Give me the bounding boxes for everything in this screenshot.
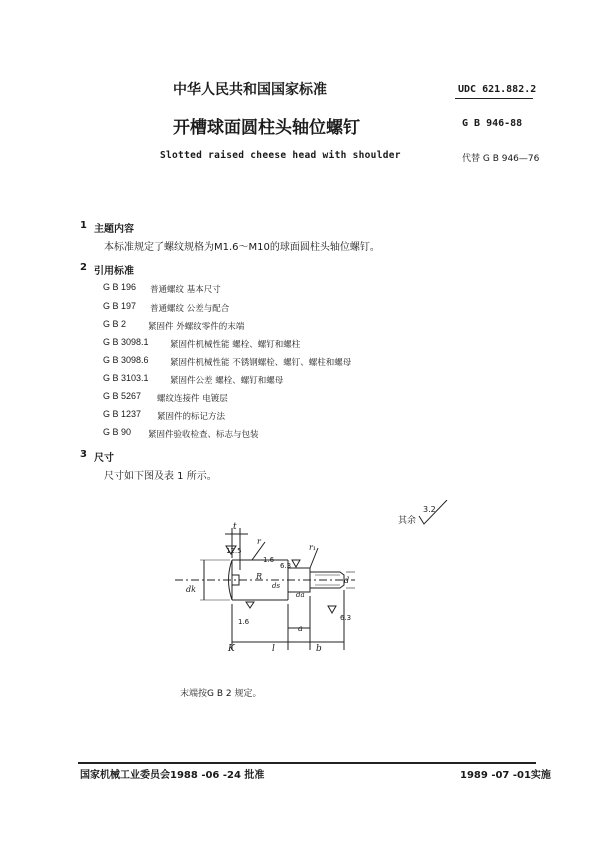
label-ds: ds	[272, 582, 281, 590]
section-3-num: 3	[80, 449, 87, 460]
reference-title: 紧固件 外螺纹零件的末端	[148, 322, 245, 332]
section-3-title: 尺寸	[94, 453, 114, 464]
label-r: r	[257, 537, 261, 546]
reference-code: G B 1237	[103, 409, 142, 419]
standard-code: G B 946-88	[462, 118, 523, 129]
reference-title: 紧固件机械性能 螺栓、螺钉和螺柱	[170, 340, 301, 350]
approval-note: 国家机械工业委员会1988 -06 -24 批准	[80, 770, 265, 781]
reference-title: 紧固件的标记方法	[157, 412, 226, 422]
label-R: R	[256, 572, 263, 581]
label-K: K	[228, 644, 235, 654]
section-2-title: 引用标准	[94, 266, 134, 277]
document-title: 开槽球面圆柱头轴位螺钉	[173, 118, 360, 138]
label-dk: dk	[186, 585, 196, 594]
section-3-body: 尺寸如下图及表 1 所示。	[104, 471, 217, 482]
section-1-num: 1	[80, 220, 87, 231]
reference-code: G B 3103.1	[103, 373, 149, 383]
section-2-num: 2	[80, 262, 87, 273]
label-l: l	[272, 644, 275, 654]
roughness-prefix: 其余	[398, 516, 417, 526]
reference-title: 普通螺纹 基本尺寸	[150, 285, 221, 295]
reference-code: G B 3098.6	[103, 355, 149, 365]
section-1-body: 本标准规定了螺纹规格为M1.6～M10的球面圆柱头轴位螺钉。	[104, 242, 380, 253]
english-title: Slotted raised cheese head with shoulder	[160, 150, 401, 161]
reference-title: 普通螺纹 公差与配合	[150, 304, 230, 314]
reference-title: 螺纹连接件 电镀层	[157, 394, 228, 404]
label-rough-1-6b: 1.6	[238, 618, 250, 626]
reference-code: G B 196	[103, 282, 137, 292]
issuing-org: 中华人民共和国国家标准	[173, 82, 327, 98]
roughness-symbol-icon	[417, 500, 457, 528]
implementation-date: 1989 -07 -01实施	[460, 770, 551, 781]
footer-rule	[78, 762, 536, 764]
udc-underline	[455, 98, 533, 99]
udc-code: UDC 621.882.2	[458, 84, 537, 95]
label-rough-6-3a: 6.3	[280, 562, 292, 570]
replaces-note: 代替 G B 946—76	[462, 154, 540, 164]
label-d: d	[344, 576, 350, 585]
section-1-title: 主题内容	[94, 224, 134, 235]
label-a: a	[298, 624, 303, 633]
reference-code: G B 5267	[103, 391, 142, 401]
label-b: b	[316, 644, 322, 654]
end-note: 末端按G B 2 规定。	[180, 689, 262, 699]
reference-title: 紧固件公差 螺栓、螺钉和螺母	[170, 376, 284, 386]
reference-code: G B 90	[103, 427, 132, 437]
label-rough-1-6a: 1.6	[263, 556, 275, 564]
reference-title: 紧固件验收检查、标志与包装	[148, 430, 259, 440]
label-rough-12-5: 12.5	[226, 547, 242, 555]
reference-code: G B 197	[103, 301, 137, 311]
reference-code: G B 2	[103, 319, 127, 329]
roughness-value: 3.2	[423, 505, 436, 514]
label-r1: r₁	[309, 543, 317, 552]
reference-code: G B 3098.1	[103, 337, 149, 347]
reference-title: 紧固件机械性能 不锈钢螺栓、螺钉、螺柱和螺母	[170, 358, 352, 368]
screw-drawing	[170, 520, 355, 655]
label-rough-6-3b: 6.3	[340, 614, 352, 622]
label-da: da	[296, 591, 305, 599]
label-t: t	[233, 522, 237, 532]
